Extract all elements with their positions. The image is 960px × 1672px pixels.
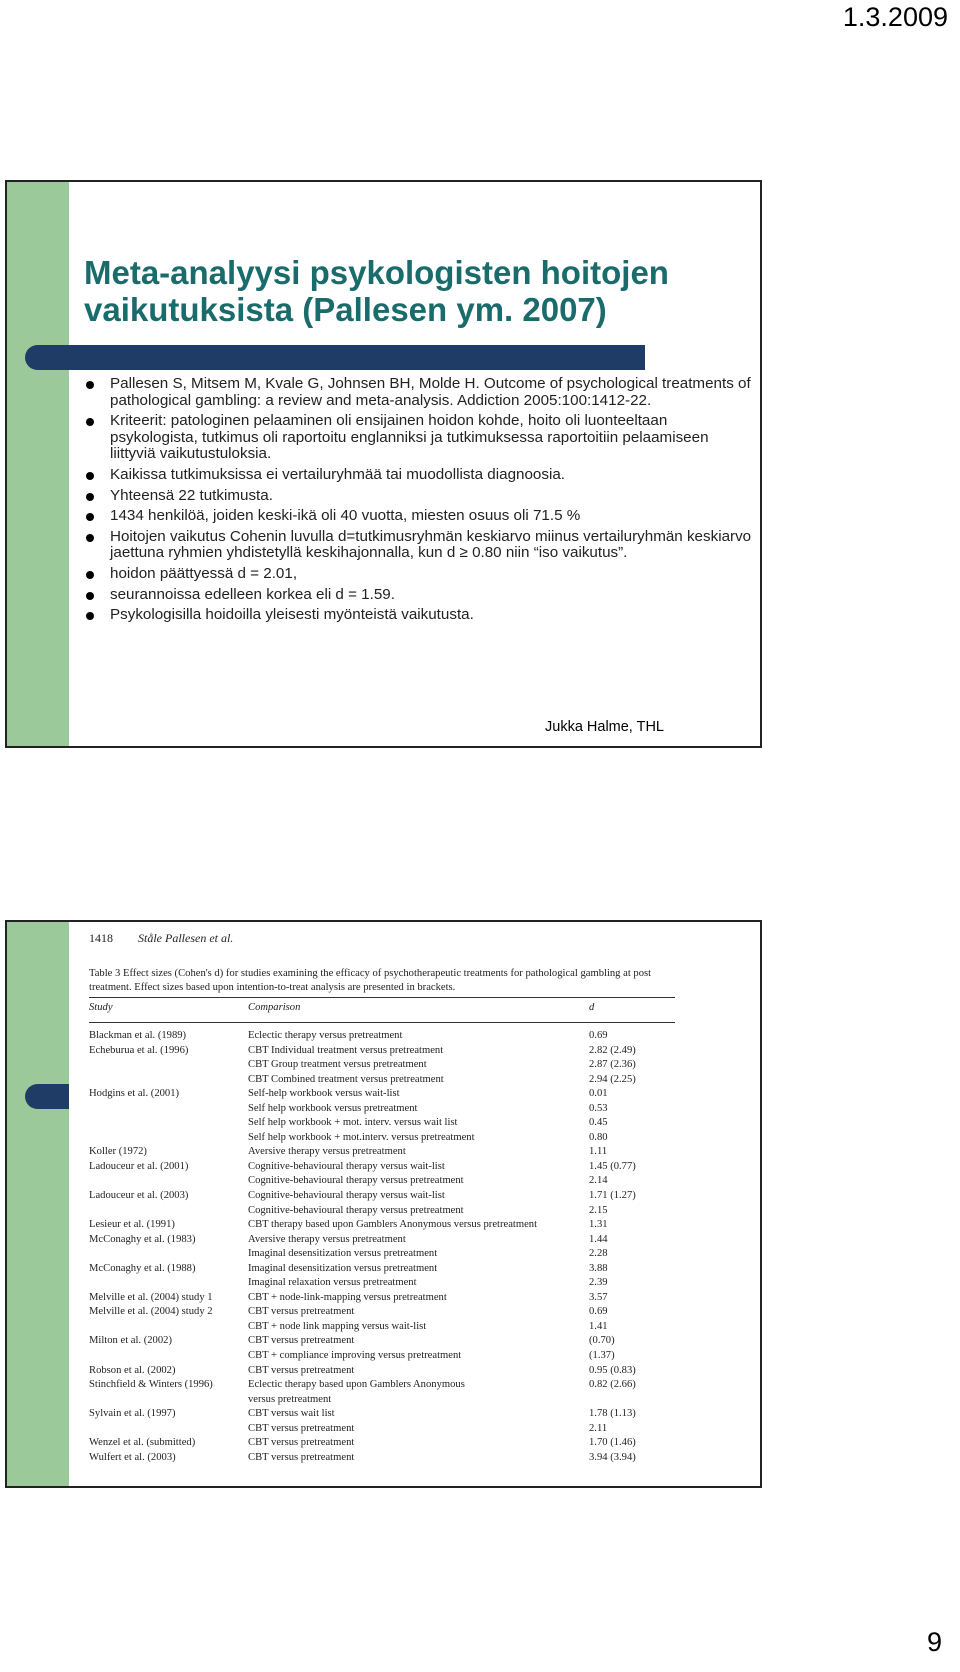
cell-comparison: CBT versus pretreatment <box>248 1364 355 1376</box>
table-row <box>89 1073 675 1088</box>
table-row <box>89 1436 675 1451</box>
cell-comparison: Cognitive-behavioural therapy versus wait-list <box>248 1160 445 1172</box>
cell-study: Wulfert et al. (2003) <box>89 1451 176 1463</box>
cell-comparison: CBT versus pretreatment <box>248 1437 355 1449</box>
table-row <box>89 1145 675 1160</box>
cell-study: Stinchfield & Winters (1996) <box>89 1379 213 1391</box>
cell-d: 2.39 <box>589 1277 608 1289</box>
table-row <box>89 1204 675 1219</box>
cell-comparison: Eclectic therapy versus pretreatment <box>248 1030 403 1041</box>
cell-study: Melville et al. (2004) study 2 <box>89 1306 213 1318</box>
cell-d: 1.78 (1.13) <box>589 1408 636 1420</box>
slide-accent-band <box>7 922 69 1486</box>
cell-comparison: Cognitive-behavioural therapy versus pretreatment <box>248 1175 464 1187</box>
bullet-item: Hoitojen vaikutus Cohenin luvulla d=tutkimusryhmän keskiarvo miinus vertailuryhmän keskiarvo jaettuna ryhmien yhdistetyllä keskihajonnalla, kun d ≥ 0.80 niin “iso vaikutus”. <box>83 529 753 562</box>
cell-d: 0.69 <box>589 1306 608 1318</box>
table-row <box>89 1378 675 1393</box>
slide-1 <box>5 180 762 748</box>
cell-d: 2.82 (2.49) <box>589 1044 636 1056</box>
table-row <box>89 1407 675 1422</box>
cell-comparison: CBT Combined treatment versus pretreatment <box>248 1073 444 1085</box>
cell-d: 1.70 (1.46) <box>589 1437 636 1449</box>
cell-d: 1.44 <box>589 1233 608 1245</box>
table-row <box>89 1276 675 1291</box>
table-rule-header <box>89 1022 675 1023</box>
table-label: Table 3 <box>89 968 121 979</box>
bullet-dot-icon <box>86 592 94 600</box>
slide-2 <box>5 920 762 1488</box>
slide-author: Jukka Halme, THL <box>545 719 664 735</box>
cell-comparison: versus pretreatment <box>248 1393 332 1405</box>
column-header-d: d <box>589 1002 595 1013</box>
bullet-dot-icon <box>86 612 94 620</box>
cell-comparison: CBT versus pretreatment <box>248 1335 355 1347</box>
cell-d: 0.45 <box>589 1117 608 1129</box>
cell-d: 1.71 (1.27) <box>589 1190 636 1202</box>
slide-title: Meta-analyysi psykologisten hoitojen vaikutuksista (Pallesen ym. 2007) <box>84 254 669 328</box>
cell-study: Wenzel et al. (submitted) <box>89 1437 196 1449</box>
cell-comparison: CBT + node-link-mapping versus pretreatment <box>248 1291 447 1303</box>
cell-comparison: CBT + node link mapping versus wait-list <box>248 1320 427 1332</box>
bullet-item: Yhteensä 22 tutkimusta. <box>83 488 753 505</box>
cell-study: Blackman et al. (1989) <box>89 1030 187 1041</box>
cell-comparison: Eclectic therapy based upon Gamblers Anonymous <box>248 1379 465 1391</box>
cell-comparison: CBT versus pretreatment <box>248 1451 355 1463</box>
bullet-list <box>83 376 753 628</box>
title-underline-bar <box>25 1084 75 1109</box>
cell-comparison: Aversive therapy versus pretreatment <box>248 1233 406 1245</box>
cell-study: Sylvain et al. (1997) <box>89 1408 176 1420</box>
table-row <box>89 1320 675 1335</box>
table-row <box>89 1218 675 1233</box>
cell-d: 1.41 <box>589 1320 608 1332</box>
table-row <box>89 1131 675 1146</box>
cell-d: 2.14 <box>589 1175 608 1187</box>
scan-header <box>89 931 233 946</box>
bullet-item: hoidon päättyessä d = 2.01, <box>83 566 753 583</box>
cell-comparison: CBT versus pretreatment <box>248 1422 355 1434</box>
cell-d: 2.11 <box>589 1422 608 1434</box>
cell-study: McConaghy et al. (1983) <box>89 1233 196 1245</box>
scanned-table-image <box>69 922 762 1488</box>
table-row <box>89 1058 675 1073</box>
cell-d: 1.45 (0.77) <box>589 1160 636 1172</box>
cell-d: 3.88 <box>589 1262 608 1274</box>
cell-comparison: Self help workbook + mot. interv. versus wait list <box>248 1117 458 1129</box>
column-header-comparison: Comparison <box>248 1002 301 1013</box>
cell-d: 0.82 (2.66) <box>589 1379 636 1391</box>
cell-comparison: Cognitive-behavioural therapy versus wait-list <box>248 1190 445 1202</box>
bullet-dot-icon <box>86 534 94 542</box>
cell-study: Koller (1972) <box>89 1146 147 1158</box>
bullet-dot-icon <box>86 381 94 389</box>
cell-d: 3.94 (3.94) <box>589 1451 636 1463</box>
table-caption <box>89 967 689 995</box>
cell-d: 0.53 <box>589 1102 608 1114</box>
page-date: 1.3.2009 <box>842 2 948 32</box>
table-caption-text: Effect sizes (Cohen's d) for studies examining the efficacy of psychotherapeutic treatments for pathological gambling at post treatment. Effect sizes based upon intention-to-treat analysis are presented in brackets. <box>89 968 652 993</box>
scan-running-author: Ståle Pallesen et al. <box>138 931 234 945</box>
cell-comparison: CBT versus pretreatment <box>248 1306 355 1318</box>
bullet-item: Psykologisilla hoidoilla yleisesti myönteistä vaikutusta. <box>83 607 753 624</box>
cell-d: 2.15 <box>589 1204 608 1216</box>
cell-comparison: Self help workbook versus pretreatment <box>248 1102 418 1114</box>
table-row <box>89 1305 675 1320</box>
cell-study: Echeburua et al. (1996) <box>89 1044 189 1056</box>
cell-comparison: CBT Group treatment versus pretreatment <box>248 1059 427 1071</box>
bullet-dot-icon <box>86 493 94 501</box>
cell-comparison: Cognitive-behavioural therapy versus pretreatment <box>248 1204 464 1216</box>
table-row <box>89 1349 675 1364</box>
cell-comparison: CBT Individual treatment versus pretreatment <box>248 1044 444 1056</box>
cell-study: Lesieur et al. (1991) <box>89 1219 175 1231</box>
cell-comparison: CBT therapy based upon Gamblers Anonymous versus pretreatment <box>248 1219 538 1231</box>
table-row <box>89 1029 675 1044</box>
cell-comparison: Imaginal relaxation versus pretreatment <box>248 1277 417 1289</box>
table-row <box>89 1422 675 1437</box>
cell-d: 2.94 (2.25) <box>589 1073 636 1085</box>
cell-comparison: Aversive therapy versus pretreatment <box>248 1146 406 1158</box>
cell-d: 0.80 <box>589 1131 608 1143</box>
table-row <box>89 1116 675 1131</box>
bullet-item: Kriteerit: patologinen pelaaminen oli ensijainen hoidon kohde, hoito oli luonteeltaan psykologista, tutkimus oli raportoitu englanniksi ja tutkimuksessa raportoitiin pelaamiseen liittyviä vaikutustuloksia. <box>83 413 753 463</box>
bullet-dot-icon <box>86 513 94 521</box>
cell-study: Milton et al. (2002) <box>89 1335 172 1347</box>
page-number: 9 <box>926 1627 942 1657</box>
table-row <box>89 1174 675 1189</box>
cell-d: 3.57 <box>589 1291 608 1303</box>
table-body <box>89 1029 675 1465</box>
cell-d: 1.11 <box>589 1146 608 1158</box>
cell-study: Robson et al. (2002) <box>89 1364 176 1376</box>
cell-study: Melville et al. (2004) study 1 <box>89 1291 213 1303</box>
bullet-item: Pallesen S, Mitsem M, Kvale G, Johnsen BH, Molde H. Outcome of psychological treatments of pathological gambling: a review and meta-analysis. Addiction 2005:100:1412-22. <box>83 376 753 409</box>
table-row <box>89 1247 675 1262</box>
table-row <box>89 1291 675 1306</box>
bullet-dot-icon <box>86 418 94 426</box>
cell-d: (1.37) <box>589 1350 615 1362</box>
cell-comparison: Imaginal desensitization versus pretreatment <box>248 1262 438 1274</box>
title-underline-bar <box>25 345 645 370</box>
table-row <box>89 1364 675 1379</box>
cell-comparison: Self-help workbook versus wait-list <box>248 1088 400 1100</box>
cell-comparison: Imaginal desensitization versus pretreatment <box>248 1248 438 1260</box>
cell-study: Hodgins et al. (2001) <box>89 1088 180 1100</box>
cell-d: 2.87 (2.36) <box>589 1059 636 1071</box>
bullet-item: seurannoissa edelleen korkea eli d = 1.59. <box>83 587 753 604</box>
table-row <box>89 1262 675 1277</box>
column-header-study: Study <box>89 1002 113 1013</box>
bullet-item: Kaikissa tutkimuksissa ei vertailuryhmää tai muodollista diagnoosia. <box>83 467 753 484</box>
cell-comparison: CBT + compliance improving versus pretreatment <box>248 1350 462 1362</box>
cell-comparison: CBT versus wait list <box>248 1408 335 1420</box>
table-row <box>89 1044 675 1059</box>
bullet-item: 1434 henkilöä, joiden keski-ikä oli 40 vuotta, miesten osuus oli 71.5 % <box>83 508 753 525</box>
cell-comparison: Self help workbook + mot.interv. versus pretreatment <box>248 1131 475 1143</box>
table-row <box>89 1189 675 1204</box>
table-row <box>89 1233 675 1248</box>
table-row <box>89 1451 675 1466</box>
cell-d: 0.69 <box>589 1030 608 1041</box>
table-row <box>89 1102 675 1117</box>
scan-page-number: 1418 <box>89 931 113 945</box>
table-row <box>89 1087 675 1102</box>
cell-study: Ladouceur et al. (2001) <box>89 1160 189 1172</box>
table-row <box>89 1393 675 1408</box>
cell-study: McConaghy et al. (1988) <box>89 1262 196 1274</box>
cell-d: (0.70) <box>589 1335 615 1347</box>
cell-d: 2.28 <box>589 1248 608 1260</box>
cell-d: 0.01 <box>589 1088 608 1100</box>
slide-accent-band <box>7 182 69 746</box>
table-row <box>89 1160 675 1175</box>
cell-study: Ladouceur et al. (2003) <box>89 1190 189 1202</box>
bullet-dot-icon <box>86 571 94 579</box>
cell-d: 1.31 <box>589 1219 608 1231</box>
bullet-dot-icon <box>86 472 94 480</box>
cell-d: 0.95 (0.83) <box>589 1364 636 1376</box>
table-row <box>89 1334 675 1349</box>
table-rule-top <box>89 997 675 998</box>
